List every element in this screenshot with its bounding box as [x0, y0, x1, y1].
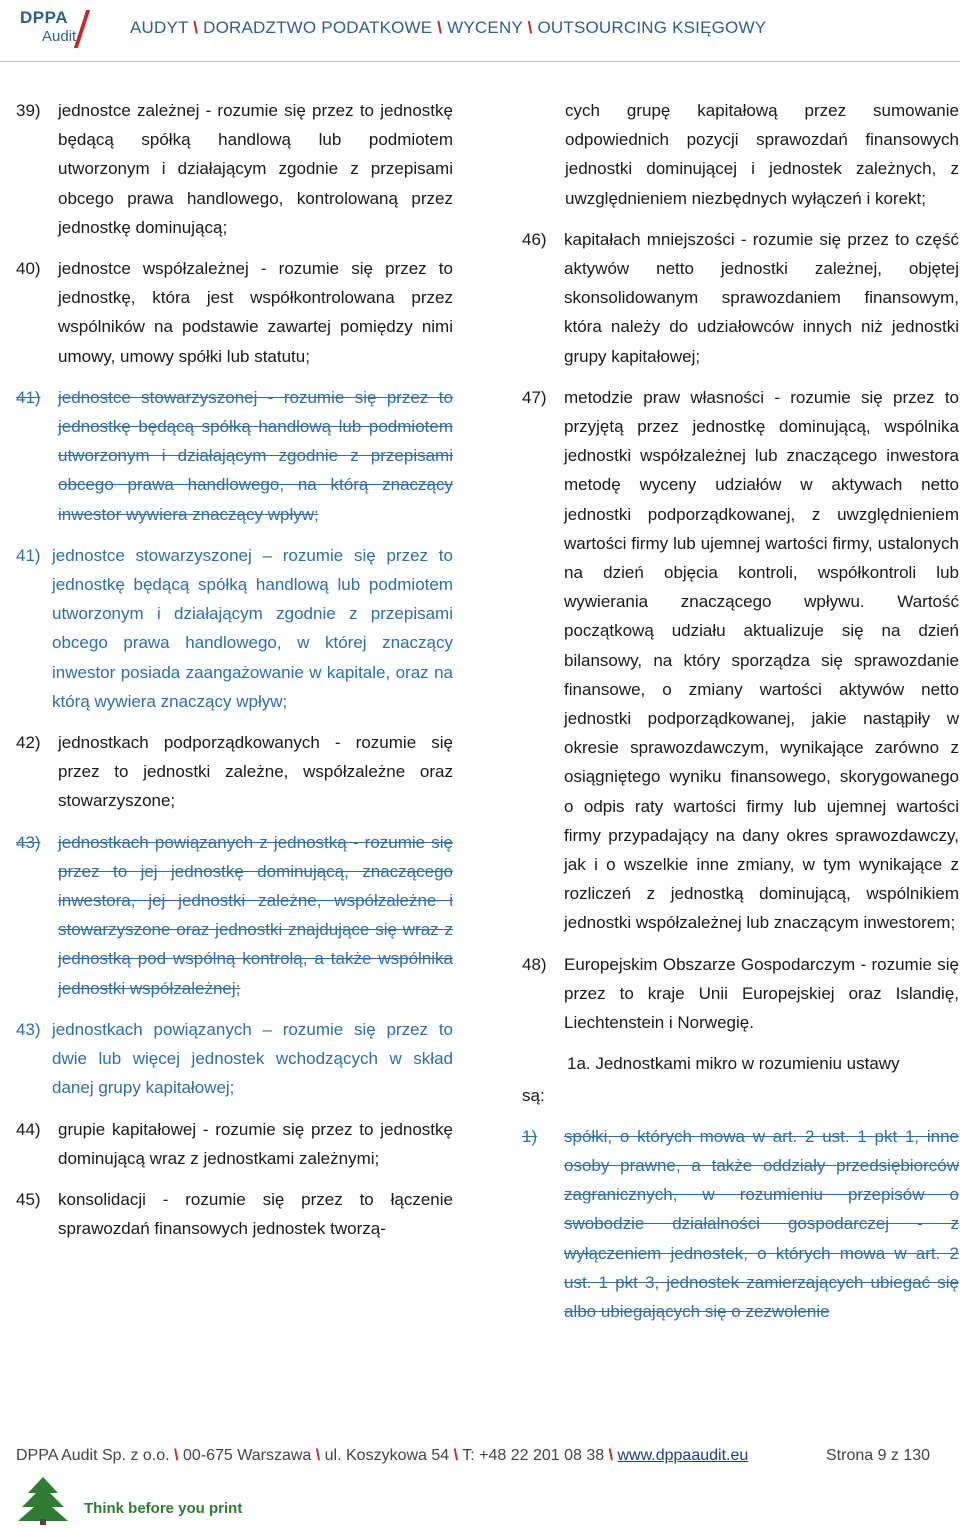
- definition-item-39: [16, 96, 453, 242]
- separator: \: [315, 1447, 321, 1464]
- service-tax: DORADZTWO PODATKOWE: [203, 18, 433, 37]
- definition-item-45-continued: cych grupę kapitałową przez sumowanie odpowiednich pozycji sprawozdań finansowych jednostki dominującej i jednostek zależnych, z uwzględnieniem niezbędnych wyłączeń i korekt;: [565, 101, 959, 208]
- definition-item-43-deleted: [16, 828, 453, 1003]
- item-number: 44): [16, 1119, 41, 1139]
- item-text: metodzie praw własności - rozumie się przez to przyjętą przez jednostkę dominującą, wspólnika jednostki współzależnej lub znaczącego inwestora metodę wyceny udziałów w aktywach netto jednostki podporządkowanej, z uwzględnieniem wartości firmy lub ujemnej wartości firmy, ustalonych na dzień objęcia kontroli, współkontroli lub wywierania znaczącego wpływu. Wartość początkową udziału aktualizuje się na dzień bilansowy, na który sporządza się sprawozdanie finansowe, o zmiany wartości aktywów netto jednostki podporządkowanej, jakie nastąpiły w okresie sprawozdawczym, wynikające zarówno z osiągniętego wyniku finansowego, skorygowanego o odpis raty wartości firmy lub ujemnej wartości firmy przypadający na dany okres sprawozdawczy, jak i o wszelkie inne zmiany, w tym wynikające z rozliczeń z jednostką dominującą, wspólnikiem jednostki współzależnej lub znaczącym inwestorem;: [564, 387, 959, 933]
- service-outsourcing: OUTSOURCING KSIĘGOWY: [537, 18, 767, 37]
- item-number: 47): [522, 387, 547, 407]
- company-name: DPPA Audit Sp. z o.o.: [16, 1447, 170, 1464]
- definition-item-42: [16, 728, 453, 816]
- item-number: 41): [16, 387, 41, 407]
- left-column: [16, 96, 453, 1255]
- separator: \: [174, 1447, 179, 1464]
- separator: \: [437, 18, 443, 37]
- item-number: 45): [16, 1189, 41, 1209]
- page-footer: [0, 1435, 960, 1529]
- website-link[interactable]: www.dppaaudit.eu: [617, 1447, 749, 1464]
- item-number: 43): [16, 1019, 41, 1039]
- item-text: jednostce stowarzyszonej – rozumie się przez to jednostkę będącą spółką handlową lub podmiotem utworzonym i działającym zgodnie z przepisami obcego prawa handlowego, w której znaczący inwestor posiada zaangażowanie w kapitale, oraz na którą wywiera znaczący wpływ;: [52, 545, 453, 711]
- logo-text-top: DPPA: [20, 8, 68, 27]
- page-header: [0, 0, 960, 62]
- separator: \: [193, 18, 199, 37]
- item-number: 42): [16, 733, 41, 753]
- item-number: 48): [522, 954, 547, 974]
- service-audit: AUDYT: [130, 18, 189, 37]
- page-number: Strona 9 z 130: [826, 1447, 931, 1464]
- definition-item-41-deleted: [16, 383, 453, 529]
- micro-entity-item-1-deleted: [522, 1122, 959, 1326]
- definition-item-48: [522, 950, 959, 1038]
- definition-item-44: [16, 1115, 453, 1173]
- header-services: [130, 18, 766, 38]
- definition-item-45: [16, 1185, 453, 1243]
- item-text: jednostkach powiązanych – rozumie się przez to dwie lub więcej jednostek wchodzących w skład danej grupy kapitałowej;: [52, 1019, 453, 1098]
- item-text: spółki, o których mowa w art. 2 ust. 1 pkt 1, inne osoby prawne, a także oddziały przedsiębiorców zagranicznych, w rozumieniu przepisów o swobodzie działalności gospodarczej - z wyłączeniem jednostek, o których mowa w art. 2 ust. 1 pkt 3, jednostek zamierzających ubiegać się albo ubiegających się o zezwolenie: [564, 1126, 959, 1321]
- separator: \: [527, 18, 533, 37]
- item-number: 39): [16, 101, 41, 120]
- slogan: Think before you print: [84, 1500, 243, 1517]
- item-text: jednostce stowarzyszonej - rozumie się przez to jednostkę będącą spółką handlową lub podmiotem utworzonym i działającym zgodnie z przepisami obcego prawa handlowego, na którą znaczący inwestor wywiera znaczący wpływ;: [58, 387, 453, 524]
- item-number: 46): [522, 229, 547, 249]
- definition-item-47: [522, 383, 959, 938]
- item-text: jednostce zależnej - rozumie się przez to jednostkę będącą spółką handlową lub podmiotem utworzonym i działającym zgodnie z przepisami obcego prawa handlowego, kontrolowaną przez jednostkę dominującą;: [58, 101, 453, 237]
- paragraph-1a-suffix: są:: [522, 1085, 545, 1105]
- definition-item-41-inserted: [16, 541, 453, 716]
- item-text: kapitałach mniejszości - rozumie się przez to część aktywów netto jednostki zależnej, objętej skonsolidowanym sprawozdaniem finansowym, która należy do udziałowców innych niż jednostki grupy kapitałowej;: [564, 229, 959, 366]
- footer-contact: [16, 1447, 748, 1465]
- item-text: jednostkach podporządkowanych - rozumie się przez to jednostki zależne, współzależne oraz stowarzyszone;: [58, 733, 453, 811]
- item-number: 1): [522, 1126, 538, 1146]
- item-text: grupie kapitałowej - rozumie się przez to jednostkę dominującą wraz z jednostkami zależnymi;: [58, 1119, 453, 1168]
- phone-number: T: +48 22 201 08 38: [462, 1447, 605, 1464]
- right-column: [522, 96, 959, 1338]
- definition-item-43-inserted: [16, 1015, 453, 1103]
- item-number: 41): [16, 545, 41, 565]
- item-text: jednostce współzależnej - rozumie się przez to jednostkę, która jest współkontrolowana przez wspólników na podstawie zawartej pomiędzy nimi umowy, umowy spółki lub statutu;: [58, 259, 453, 366]
- address-city: 00-675 Warszawa: [182, 1447, 312, 1464]
- logo-text-bottom: Audit: [42, 28, 77, 45]
- definition-item-40: [16, 254, 453, 371]
- item-text: jednostkach powiązanych z jednostką - rozumie się przez to jej jednostkę dominującą, znaczącego inwestora, jej jednostki zależne, współzależne i stowarzyszone oraz jednostki znajdujące się wraz z jednostką pod wspólną kontrolą, a także wspólnika jednostki współzależnej;: [58, 832, 453, 998]
- company-logo: [20, 8, 98, 48]
- item-number: 43): [16, 832, 41, 852]
- separator: \: [608, 1447, 614, 1464]
- service-valuation: WYCENY: [447, 18, 523, 37]
- tree-icon: [14, 1475, 72, 1525]
- separator: \: [453, 1447, 459, 1464]
- paragraph-1a: [522, 1049, 959, 1078]
- logo-slash: [74, 10, 90, 48]
- definition-item-46: [522, 225, 959, 371]
- item-text: konsolidacji - rozumie się przez to łączenie sprawozdań finansowych jednostek tworzą-: [58, 1189, 453, 1239]
- item-text: Europejskim Obszarze Gospodarczym - rozumie się przez to kraje Unii Europejskiej oraz Islandię, Liechtenstein i Norwegię.: [564, 954, 959, 1033]
- item-number: 40): [16, 259, 41, 279]
- address-street: ul. Koszykowa 54: [324, 1447, 450, 1464]
- paragraph-1a-text: 1a. Jednostkami mikro w rozumieniu ustawy: [567, 1054, 900, 1074]
